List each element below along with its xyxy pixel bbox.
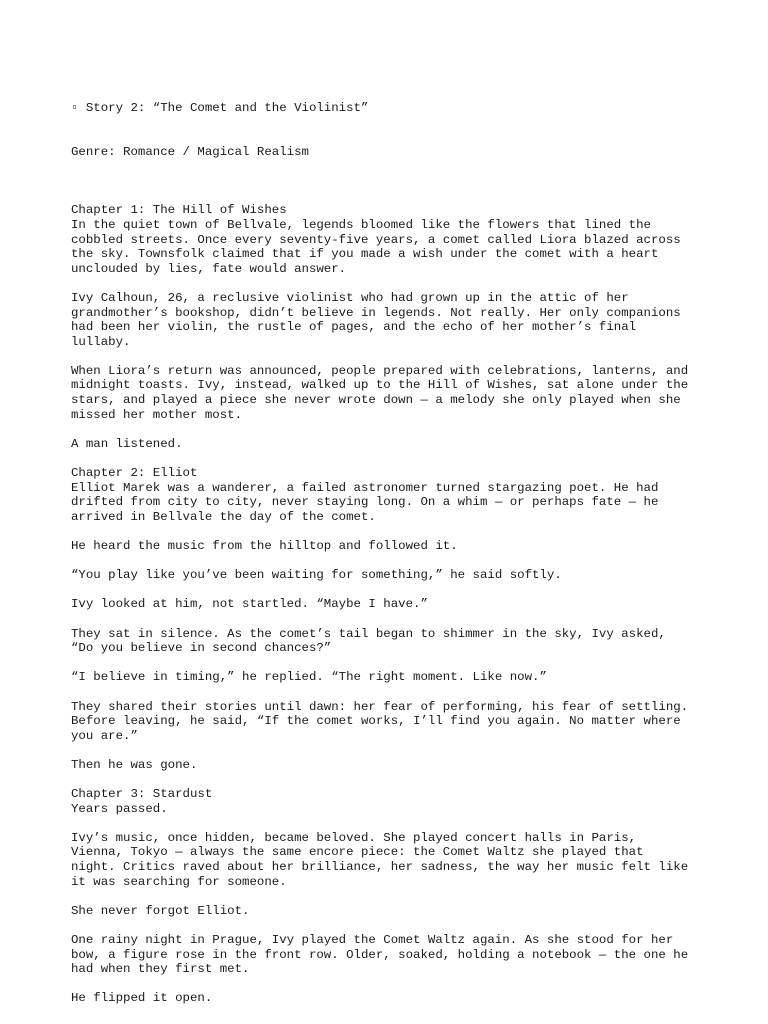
text-line: A man listened. [71, 436, 183, 451]
paragraph [71, 627, 711, 656]
text-line: “I believe in timing,” he replied. “The right moment. Like now.” [71, 670, 547, 685]
paragraph [71, 466, 711, 524]
paragraph [71, 787, 711, 816]
text-line: night. Critics raved about her brilliance, her sadness, the way her music felt like [71, 860, 689, 875]
paragraph [71, 831, 711, 889]
paragraph [71, 539, 711, 554]
paragraph [71, 597, 711, 612]
text-line: Elliot Marek was a wanderer, a failed astronomer turned stargazing poet. He had [71, 480, 659, 495]
paragraph [71, 364, 711, 422]
paragraph [71, 700, 711, 744]
text-line: Chapter 1: The Hill of Wishes [71, 203, 287, 218]
text-line: They shared their stories until dawn: her fear of performing, his fear of settling. [71, 699, 689, 714]
paragraph [71, 933, 711, 977]
text-line: Then he was gone. [71, 757, 198, 772]
text-line: lullaby. [71, 334, 131, 349]
story-title: ▫ Story 2: “The Comet and the Violinist” [71, 101, 369, 116]
text-line: bow, a figure rose in the front row. Older, soaked, holding a notebook — the one he [71, 947, 689, 962]
story-body [71, 203, 711, 1006]
paragraph [71, 437, 711, 452]
text-line: Ivy Calhoun, 26, a reclusive violinist who had grown up in the attic of her [71, 290, 629, 305]
text-line: When Liora’s return was announced, people prepared with celebrations, lanterns, and [71, 363, 689, 378]
text-line: Years passed. [71, 801, 168, 816]
text-line: unclouded by lies, fate would answer. [71, 261, 347, 276]
paragraph [71, 670, 711, 685]
text-line: Vienna, Tokyo — always the same encore piece: the Comet Waltz she played that [71, 845, 644, 860]
text-line: He heard the music from the hilltop and followed it. [71, 539, 458, 553]
text-line: She never forgot Elliot. [71, 903, 250, 918]
paragraph [71, 203, 711, 276]
story-genre: Genre: Romance / Magical Realism [71, 144, 309, 159]
text-line: Chapter 2: Elliot [71, 466, 198, 481]
text-line: In the quiet town of Bellvale, legends bloomed like the flowers that lined the [71, 217, 651, 232]
text-line: “Do you believe in second chances?” [71, 641, 332, 656]
text-line: had when they first met. [71, 962, 250, 977]
paragraph [71, 991, 711, 1006]
text-line: One rainy night in Prague, Ivy played the Comet Waltz again. As she stood for her [71, 933, 674, 948]
text-line: midnight toasts. Ivy, instead, walked up to the Hill of Wishes, sat alone under the [71, 378, 689, 393]
text-line: stars, and played a piece she never wrote down — a melody she only played when she [71, 393, 681, 408]
text-line: He flipped it open. [71, 991, 213, 1006]
text-line: Ivy looked at him, not startled. “Maybe I have.” [71, 597, 428, 612]
text-line: you are.” [71, 728, 138, 743]
text-line: drifted from city to city, never staying long. On a whim — or perhaps fate — he [71, 495, 659, 510]
text-line: They sat in silence. As the comet’s tail began to shimmer in the sky, Ivy asked, [71, 626, 666, 641]
text-line: cobbled streets. Once every seventy-five years, a comet called Liora blazed across [71, 232, 681, 247]
text-line: the sky. Townsfolk claimed that if you made a wish under the comet with a heart [71, 247, 659, 262]
text-line: it was searching for someone. [71, 874, 287, 889]
text-line: Before leaving, he said, “If the comet works, I’ll find you again. No matter where [71, 714, 681, 729]
text-line: grandmother’s bookshop, didn’t believe in legends. Not really. Her only companions [71, 305, 681, 320]
text-line: Ivy’s music, once hidden, became beloved. She played concert halls in Paris, [71, 830, 637, 845]
story-header [71, 72, 711, 189]
text-line: arrived in Bellvale the day of the comet. [71, 509, 376, 524]
document-page [71, 72, 711, 1021]
text-line: had been her violin, the rustle of pages, and the echo of her mother’s final [71, 320, 637, 335]
text-line: “You play like you’ve been waiting for something,” he said softly. [71, 568, 562, 583]
paragraph [71, 568, 711, 583]
paragraph [71, 291, 711, 349]
text-line: missed her mother most. [71, 407, 243, 422]
paragraph [71, 904, 711, 919]
paragraph [71, 758, 711, 773]
text-line: Chapter 3: Stardust [71, 787, 213, 802]
